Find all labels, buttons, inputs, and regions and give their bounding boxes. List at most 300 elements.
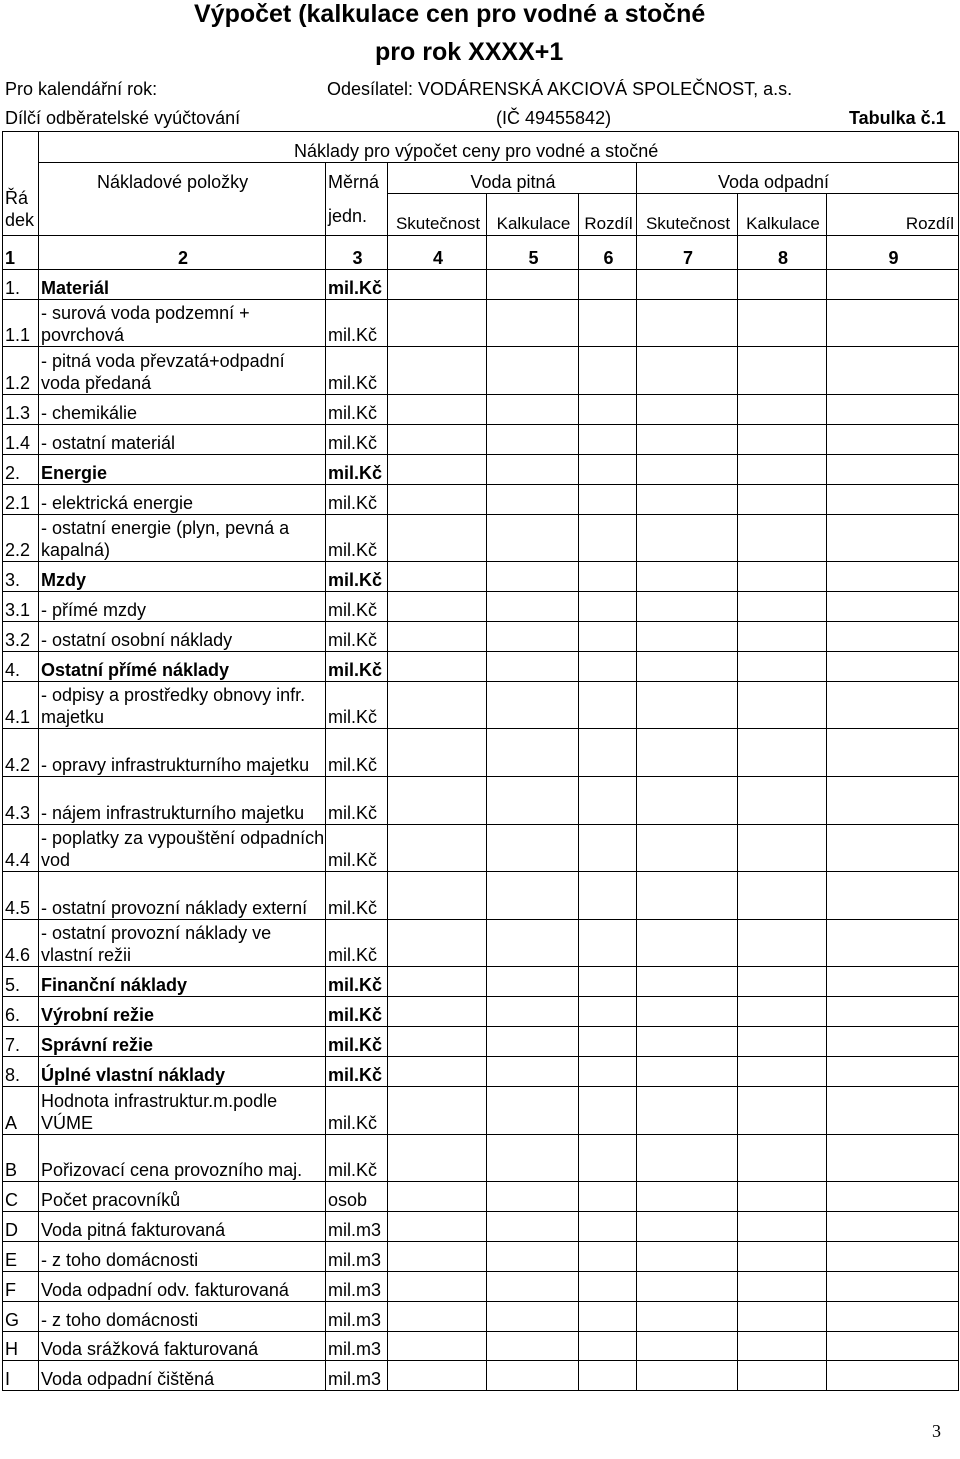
table-row [3, 651, 959, 681]
value-cell [738, 1086, 827, 1134]
table-row [3, 395, 959, 425]
row-label: Ostatní přímé náklady [39, 651, 326, 681]
value-cell [738, 347, 827, 395]
row-label: - přímé mzdy [39, 592, 326, 622]
value-cell [487, 681, 579, 729]
title-line-2: pro rok XXXX+1 [375, 38, 564, 66]
column-number: 4 [388, 236, 487, 270]
value-cell [637, 1027, 738, 1057]
value-cell [827, 454, 959, 484]
value-cell [487, 454, 579, 484]
value-cell [388, 967, 487, 997]
value-cell [637, 1212, 738, 1242]
row-unit: mil.Kč [326, 562, 388, 592]
value-cell [738, 872, 827, 920]
value-cell [738, 997, 827, 1027]
table-row [3, 1301, 959, 1331]
row-unit: mil.Kč [326, 997, 388, 1027]
value-cell [388, 1182, 487, 1212]
value-cell [637, 919, 738, 967]
row-label: - ostatní materiál [39, 424, 326, 454]
table-row [3, 270, 959, 300]
value-cell [738, 1134, 827, 1182]
value-cell [487, 997, 579, 1027]
value-cell [827, 967, 959, 997]
value-cell [637, 562, 738, 592]
value-cell [738, 967, 827, 997]
page-number: 3 [932, 1421, 941, 1441]
row-number: H [3, 1331, 39, 1361]
value-cell [827, 424, 959, 454]
value-cell [827, 776, 959, 824]
pitna-rozdil-header: Rozdíl [579, 194, 637, 236]
row-label: Pořizovací cena provozního maj. [39, 1134, 326, 1182]
table-row [3, 424, 959, 454]
value-cell [738, 776, 827, 824]
pitna-skutecnost-header: Skutečnost [388, 194, 487, 236]
value-cell [579, 1241, 637, 1271]
value-cell [827, 1212, 959, 1242]
row-label: - surová voda podzemní + povrchová [39, 299, 326, 347]
value-cell [637, 1057, 738, 1087]
value-cell [487, 1027, 579, 1057]
row-unit: mil.Kč [326, 454, 388, 484]
row-number: 4.3 [3, 776, 39, 824]
value-cell [579, 562, 637, 592]
value-cell [579, 1134, 637, 1182]
row-label: Voda odpadní čištěná [39, 1361, 326, 1391]
row-number: 1.3 [3, 395, 39, 425]
value-cell [738, 1027, 827, 1057]
row-unit: mil.m3 [326, 1271, 388, 1301]
value-cell [827, 872, 959, 920]
row-unit: mil.Kč [326, 919, 388, 967]
value-cell [827, 1361, 959, 1391]
row-number: 1.2 [3, 347, 39, 395]
value-cell [637, 997, 738, 1027]
row-unit: mil.Kč [326, 967, 388, 997]
column-number: 8 [738, 236, 827, 270]
value-cell [738, 562, 827, 592]
row-label: - ostatní energie (plyn, pevná a kapalná) [39, 514, 326, 562]
row-unit: mil.Kč [326, 592, 388, 622]
value-cell [738, 651, 827, 681]
value-cell [487, 1182, 579, 1212]
row-label: Voda pitná fakturovaná [39, 1212, 326, 1242]
row-label: - pitná voda převzatá+odpadní voda předaná [39, 347, 326, 395]
value-cell [738, 514, 827, 562]
value-cell [388, 824, 487, 872]
row-label: - z toho domácnosti [39, 1301, 326, 1331]
odpadni-kalkulace-header: Kalkulace [738, 194, 827, 236]
voda-pitna-header: Voda pitná [388, 163, 637, 194]
table-row [3, 1361, 959, 1391]
value-cell [738, 1057, 827, 1087]
value-cell [579, 997, 637, 1027]
value-cell [827, 1027, 959, 1057]
table-row [3, 514, 959, 562]
value-cell [579, 1271, 637, 1301]
sender-label: Odesílatel: VODÁRENSKÁ AKCIOVÁ SPOLEČNOST, a.s. [327, 79, 793, 99]
value-cell [738, 592, 827, 622]
value-cell [637, 395, 738, 425]
value-cell [827, 1331, 959, 1361]
value-cell [637, 484, 738, 514]
row-label: Správní režie [39, 1027, 326, 1057]
value-cell [487, 729, 579, 777]
value-cell [827, 299, 959, 347]
row-label: Úplné vlastní náklady [39, 1057, 326, 1087]
row-number: 4.5 [3, 872, 39, 920]
items-header: Nákladové položky [39, 163, 326, 236]
value-cell [487, 824, 579, 872]
row-number: 5. [3, 967, 39, 997]
value-cell [487, 1271, 579, 1301]
row-number: B [3, 1134, 39, 1182]
value-cell [579, 919, 637, 967]
value-cell [487, 967, 579, 997]
value-cell [738, 1212, 827, 1242]
value-cell [388, 1057, 487, 1087]
value-cell [579, 1331, 637, 1361]
table-row [3, 776, 959, 824]
value-cell [738, 1241, 827, 1271]
row-number: D [3, 1212, 39, 1242]
value-cell [579, 1086, 637, 1134]
row-unit: mil.Kč [326, 1086, 388, 1134]
value-cell [487, 1361, 579, 1391]
row-label: - elektrická energie [39, 484, 326, 514]
value-cell [827, 514, 959, 562]
value-cell [637, 1086, 738, 1134]
table-row [3, 622, 959, 652]
row-label: - opravy infrastrukturního majetku [39, 729, 326, 777]
row-number: 3. [3, 562, 39, 592]
table-row [3, 1241, 959, 1271]
row-number: 1.1 [3, 299, 39, 347]
value-cell [738, 299, 827, 347]
value-cell [487, 1331, 579, 1361]
table-row [3, 997, 959, 1027]
row-number: 3.1 [3, 592, 39, 622]
value-cell [637, 424, 738, 454]
value-cell [827, 729, 959, 777]
row-label: Mzdy [39, 562, 326, 592]
row-number: 4.4 [3, 824, 39, 872]
value-cell [487, 592, 579, 622]
value-cell [827, 919, 959, 967]
row-number: 8. [3, 1057, 39, 1087]
row-unit: mil.m3 [326, 1331, 388, 1361]
row-label: Hodnota infrastruktur.m.podle VÚME [39, 1086, 326, 1134]
row-label: - chemikálie [39, 395, 326, 425]
row-number: C [3, 1182, 39, 1212]
value-cell [487, 1057, 579, 1087]
row-label: - poplatky za vypouštění odpadních vod [39, 824, 326, 872]
table-row [3, 1086, 959, 1134]
value-cell [487, 424, 579, 454]
value-cell [388, 1331, 487, 1361]
value-cell [388, 347, 487, 395]
row-label: - odpisy a prostředky obnovy infr. majetku [39, 681, 326, 729]
value-cell [487, 514, 579, 562]
column-number: 3 [326, 236, 388, 270]
value-cell [388, 299, 487, 347]
row-unit: mil.Kč [326, 347, 388, 395]
row-unit: mil.Kč [326, 1057, 388, 1087]
value-cell [388, 424, 487, 454]
row-unit: mil.Kč [326, 651, 388, 681]
row-unit: mil.Kč [326, 395, 388, 425]
row-label: Voda odpadní odv. fakturovaná [39, 1271, 326, 1301]
value-cell [637, 622, 738, 652]
value-cell [388, 562, 487, 592]
value-cell [579, 622, 637, 652]
value-cell [388, 681, 487, 729]
value-cell [579, 651, 637, 681]
row-unit: osob [326, 1182, 388, 1212]
value-cell [738, 484, 827, 514]
value-cell [637, 1331, 738, 1361]
value-cell [827, 1086, 959, 1134]
value-cell [579, 454, 637, 484]
value-cell [487, 1241, 579, 1271]
value-cell [637, 299, 738, 347]
sender-id: (IČ 49455842) [496, 108, 612, 128]
row-unit: mil.Kč [326, 622, 388, 652]
row-unit: mil.Kč [326, 681, 388, 729]
value-cell [388, 1134, 487, 1182]
row-number: 3.2 [3, 622, 39, 652]
row-unit: mil.Kč [326, 514, 388, 562]
row-unit: mil.Kč [326, 270, 388, 300]
value-cell [388, 270, 487, 300]
value-cell [579, 514, 637, 562]
value-cell [388, 1361, 487, 1391]
value-cell [827, 1301, 959, 1331]
value-cell [637, 1134, 738, 1182]
value-cell [637, 1241, 738, 1271]
value-cell [487, 776, 579, 824]
partial-billing-label: Dílčí odběratelské vyúčtování [5, 108, 241, 128]
value-cell [388, 1086, 487, 1134]
row-number: 1. [3, 270, 39, 300]
value-cell [827, 824, 959, 872]
group-header: Náklady pro výpočet ceny pro vodné a stočné [39, 132, 959, 163]
table-row [3, 1027, 959, 1057]
value-cell [487, 562, 579, 592]
value-cell [579, 299, 637, 347]
table-row [3, 681, 959, 729]
value-cell [579, 1301, 637, 1331]
row-unit: mil.Kč [326, 424, 388, 454]
value-cell [637, 872, 738, 920]
value-cell [827, 562, 959, 592]
table-row [3, 299, 959, 347]
value-cell [388, 1301, 487, 1331]
value-cell [579, 270, 637, 300]
table-row [3, 729, 959, 777]
value-cell [579, 484, 637, 514]
column-number: 1 [3, 236, 39, 270]
table-row [3, 484, 959, 514]
odpadni-rozdil-header: Rozdíl [827, 194, 959, 236]
value-cell [637, 454, 738, 484]
row-unit: mil.Kč [326, 299, 388, 347]
value-cell [738, 395, 827, 425]
row-label: Energie [39, 454, 326, 484]
value-cell [579, 872, 637, 920]
table-row [3, 919, 959, 967]
row-unit: mil.Kč [326, 1027, 388, 1057]
value-cell [738, 270, 827, 300]
value-cell [827, 592, 959, 622]
table-row [3, 1134, 959, 1182]
value-cell [388, 454, 487, 484]
value-cell [388, 997, 487, 1027]
value-cell [637, 270, 738, 300]
value-cell [579, 1182, 637, 1212]
row-number: F [3, 1271, 39, 1301]
value-cell [388, 1027, 487, 1057]
value-cell [579, 1212, 637, 1242]
table-row [3, 347, 959, 395]
value-cell [738, 919, 827, 967]
column-number: 7 [637, 236, 738, 270]
odpadni-skutecnost-header: Skutečnost [637, 194, 738, 236]
column-number: 6 [579, 236, 637, 270]
value-cell [487, 1134, 579, 1182]
value-cell [637, 1361, 738, 1391]
row-label: Voda srážková fakturovaná [39, 1331, 326, 1361]
value-cell [487, 299, 579, 347]
value-cell [738, 424, 827, 454]
value-cell [579, 424, 637, 454]
value-cell [637, 824, 738, 872]
value-cell [487, 622, 579, 652]
value-cell [579, 395, 637, 425]
value-cell [827, 1241, 959, 1271]
row-unit: mil.m3 [326, 1361, 388, 1391]
value-cell [827, 347, 959, 395]
row-number: 2. [3, 454, 39, 484]
value-cell [637, 1271, 738, 1301]
row-unit: mil.m3 [326, 1241, 388, 1271]
row-unit: mil.m3 [326, 1212, 388, 1242]
column-number: 5 [487, 236, 579, 270]
value-cell [487, 395, 579, 425]
voda-odpadni-header: Voda odpadní [637, 163, 959, 194]
value-cell [637, 776, 738, 824]
row-number: 4.1 [3, 681, 39, 729]
value-cell [579, 729, 637, 777]
value-cell [827, 1271, 959, 1301]
value-cell [637, 514, 738, 562]
row-unit: mil.Kč [326, 729, 388, 777]
value-cell [579, 824, 637, 872]
row-number: 7. [3, 1027, 39, 1057]
row-number: 4.2 [3, 729, 39, 777]
value-cell [827, 1057, 959, 1087]
table-row [3, 824, 959, 872]
value-cell [637, 967, 738, 997]
value-cell [388, 622, 487, 652]
row-number: A [3, 1086, 39, 1134]
value-cell [579, 967, 637, 997]
value-cell [827, 651, 959, 681]
column-number: 9 [827, 236, 959, 270]
value-cell [388, 395, 487, 425]
title-line-1: Výpočet (kalkulace cen pro vodné a stočné [194, 0, 706, 28]
table-row [3, 872, 959, 920]
value-cell [388, 514, 487, 562]
pitna-kalkulace-header: Kalkulace [487, 194, 579, 236]
row-unit: mil.Kč [326, 824, 388, 872]
row-label: - z toho domácnosti [39, 1241, 326, 1271]
value-cell [388, 872, 487, 920]
table-row [3, 1212, 959, 1242]
value-cell [388, 729, 487, 777]
table-row [3, 967, 959, 997]
value-cell [738, 1182, 827, 1212]
value-cell [827, 395, 959, 425]
value-cell [388, 1271, 487, 1301]
value-cell [487, 347, 579, 395]
value-cell [738, 1271, 827, 1301]
table-row [3, 454, 959, 484]
value-cell [487, 1212, 579, 1242]
value-cell [738, 1331, 827, 1361]
value-cell [827, 1182, 959, 1212]
value-cell [827, 997, 959, 1027]
value-cell [637, 1182, 738, 1212]
value-cell [388, 1212, 487, 1242]
value-cell [637, 681, 738, 729]
value-cell [388, 776, 487, 824]
table-row [3, 1057, 959, 1087]
table-row [3, 1182, 959, 1212]
value-cell [738, 729, 827, 777]
row-number: E [3, 1241, 39, 1271]
row-unit: mil.Kč [326, 872, 388, 920]
value-cell [388, 484, 487, 514]
value-cell [388, 592, 487, 622]
row-unit: mil.Kč [326, 1134, 388, 1182]
row-label: - ostatní osobní náklady [39, 622, 326, 652]
value-cell [388, 651, 487, 681]
value-cell [738, 1301, 827, 1331]
row-number: 6. [3, 997, 39, 1027]
row-number: 2.1 [3, 484, 39, 514]
value-cell [637, 729, 738, 777]
table-row [3, 592, 959, 622]
value-cell [738, 454, 827, 484]
value-cell [579, 1361, 637, 1391]
value-cell [487, 484, 579, 514]
value-cell [487, 1086, 579, 1134]
value-cell [827, 622, 959, 652]
value-cell [827, 681, 959, 729]
value-cell [487, 919, 579, 967]
value-cell [827, 270, 959, 300]
row-label: Počet pracovníků [39, 1182, 326, 1212]
value-cell [579, 1057, 637, 1087]
table-row [3, 562, 959, 592]
row-label: Materiál [39, 270, 326, 300]
value-cell [487, 651, 579, 681]
table-row [3, 1271, 959, 1301]
value-cell [579, 776, 637, 824]
